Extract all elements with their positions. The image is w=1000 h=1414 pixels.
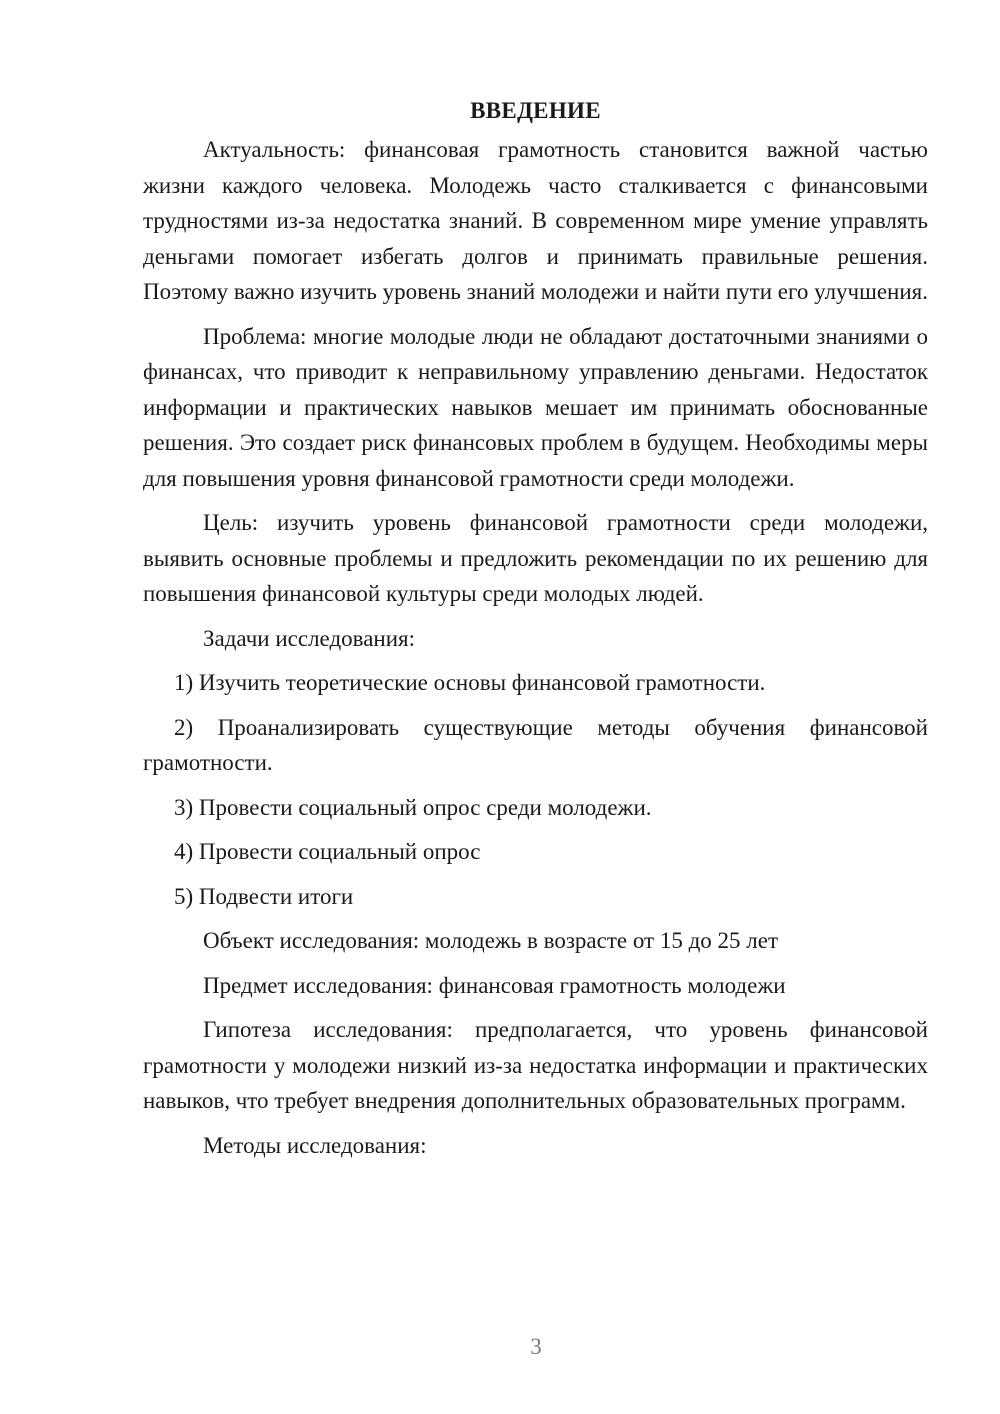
problem-paragraph: Проблема: многие молодые люди не обладают достаточными знаниями о финансах, что приводит к неправильному управлению деньгами. Недостаток информации и практических навыков мешает им принимать обоснованные решения. Это создает риск финансовых проблем в будущем. Необходимы меры для повышения уровня финансовой грамотности среди молодежи. — [143, 323, 928, 491]
hypothesis-paragraph: Гипотеза исследования: предполагается, что уровень финансовой грамотности у молодежи низкий из-за недостатка информации и практических навыков, что требует внедрения дополнительных образовательных программ. — [143, 1017, 928, 1113]
task-item: 4) Провести социальный опрос — [174, 839, 481, 864]
task-item: 1) Изучить теоретические основы финансовой грамотности. — [174, 670, 766, 695]
page-content — [143, 96, 928, 1172]
object-paragraph: Объект исследования: молодежь в возрасте от 15 до 25 лет — [203, 928, 779, 953]
methods-title: Методы исследования: — [203, 1132, 427, 1158]
task-item: 5) Подвести итоги — [174, 883, 354, 909]
tasks-title: Задачи исследования: — [203, 625, 416, 651]
section-heading: ВВЕДЕНИЕ — [470, 98, 601, 123]
subject-paragraph: Предмет исследования: финансовая грамотность молодежи — [203, 972, 786, 998]
task-item: 3) Провести социальный опрос среди молодежи. — [174, 794, 652, 820]
page-number: 3 — [530, 1334, 542, 1359]
relevance-paragraph: Актуальность: финансовая грамотность становится важной частью жизни каждого человека. Молодежь часто сталкивается с финансовыми трудностями из-за недостатка знаний. В современном мире умение управлять деньгами помогает избегать долгов и принимать правильные решения. Поэтому важно изучить уровень знаний молодежи и найти пути его улучшения. — [143, 137, 928, 304]
goal-paragraph: Цель: изучить уровень финансовой грамотности среди молодежи, выявить основные проблемы и предложить рекомендации по их решению для повышения финансовой культуры среди молодых людей. — [143, 510, 928, 606]
task-item: 2) Проанализировать существующие методы обучения финансовой грамотности. — [143, 714, 928, 775]
